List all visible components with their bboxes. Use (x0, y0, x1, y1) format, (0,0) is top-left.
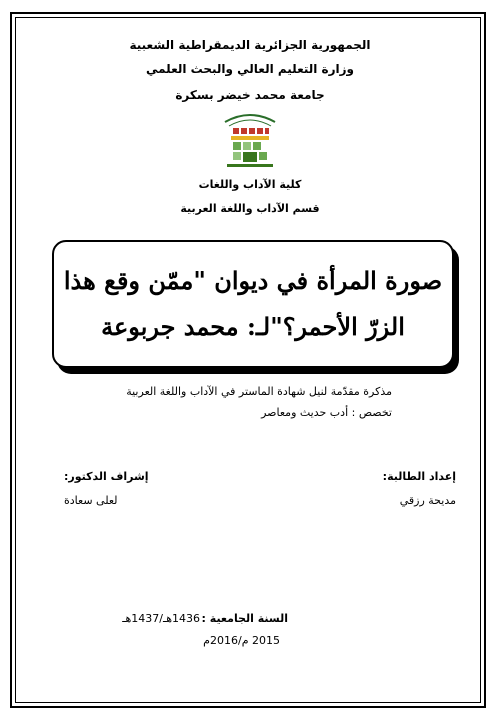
faculty-heading: كلية الآداب واللغات (198, 178, 302, 191)
thesis-title-line-2: الزرّ الأحمر؟"لـ: محمد جربوعة (101, 312, 405, 341)
ministry-heading: وزارة التعليم العالي والبحث العلمي (145, 62, 355, 76)
student-name: مديحة رزقي (399, 494, 456, 507)
university-seal-icon (219, 108, 281, 170)
academic-year-gregorian: 2015 م/2016م (203, 634, 280, 647)
supervisor-label: إشراف الدكتور: (64, 470, 149, 483)
academic-year-label: السنة الجامعية : (201, 612, 288, 625)
university-heading: جامعة محمد خيضر بسكرة (175, 88, 325, 102)
specialization: تخصص : أدب حديث ومعاصر (261, 406, 392, 419)
student-label: إعداد الطالبة: (382, 470, 456, 483)
republic-heading: الجمهورية الجزائرية الديمقراطية الشعبية (129, 38, 371, 52)
supervisor-name: لعلى سعادة (64, 494, 118, 507)
academic-year-hijri: 1436هـ/1437هـ (122, 612, 200, 625)
department-heading: قسم الآداب واللغة العربية (180, 202, 320, 215)
thesis-title-box (52, 240, 454, 368)
thesis-title-line-1: صورة المرأة في ديوان "ممّن وقع هذا (63, 266, 443, 295)
degree-statement: مذكرة مقدّمة لنيل شهادة الماستر في الآداب واللغة العربية (126, 385, 392, 398)
